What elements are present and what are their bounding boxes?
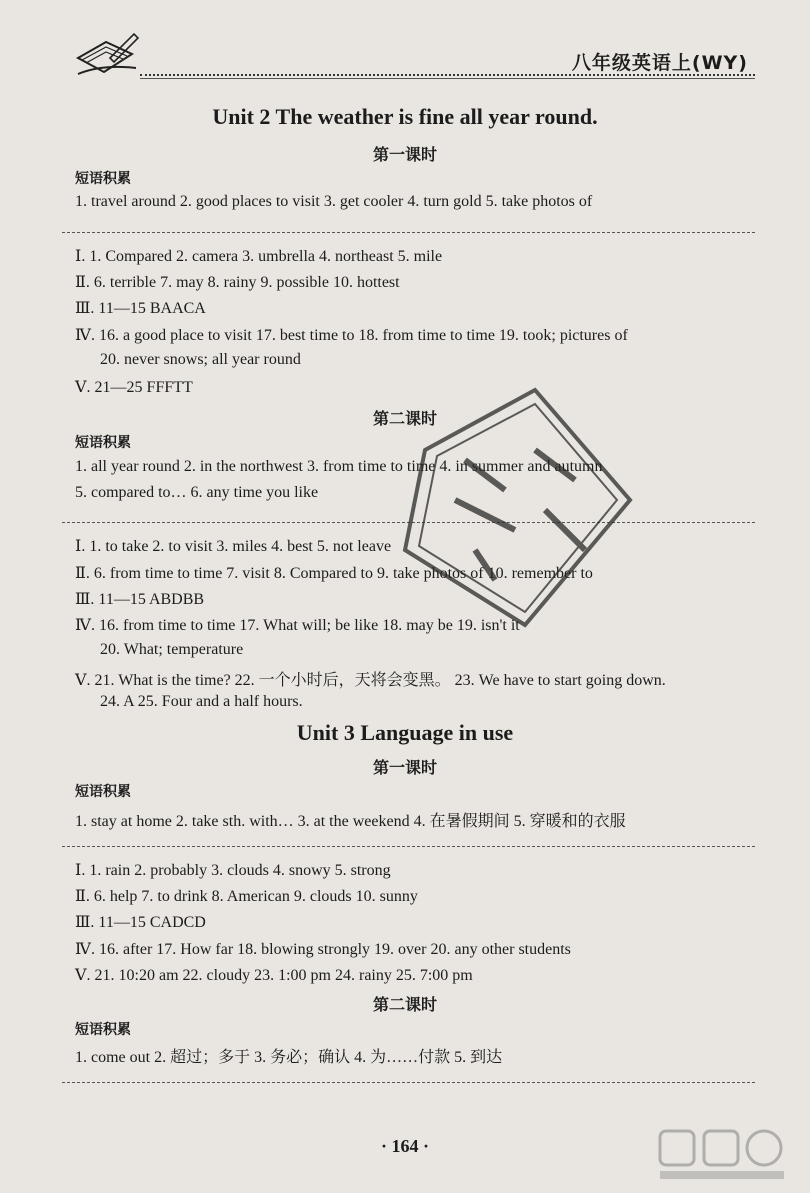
header-title: 八年级英语上(WY) bbox=[571, 52, 748, 74]
header-divider bbox=[140, 74, 755, 76]
answer-line: Ⅴ. 21. What is the time? 22. 一个小时后，天将会变黑。 23. We have to start going down. bbox=[75, 672, 666, 689]
answer-line: 24. A 25. Four and a half hours. bbox=[100, 693, 303, 710]
unit3-lesson2-title: 第二课时 bbox=[372, 995, 437, 1014]
answer-line: Ⅲ. 11—15 CADCD bbox=[75, 914, 206, 931]
answer-line: Ⅴ. 21. 10:20 am 22. cloudy 23. 1:00 pm 24. rainy 25. 7:00 pm bbox=[75, 967, 473, 984]
notebook-pencil-icon bbox=[72, 28, 142, 76]
section-divider bbox=[62, 1082, 755, 1083]
unit2-lesson2-phrases-label: 短语积累 bbox=[75, 435, 131, 451]
answer-line: Ⅱ. 6. help 7. to drink 8. American 9. clouds 10. sunny bbox=[75, 888, 418, 905]
answer-line: Ⅳ. 16. from time to time 17. What will; be like 18. may be 19. isn't it bbox=[75, 617, 520, 634]
answer-line: Ⅲ. 11—15 BAACA bbox=[75, 300, 206, 317]
answer-line: Ⅰ. 1. Compared 2. camera 3. umbrella 4. northeast 5. mile bbox=[75, 248, 443, 265]
answer-line: Ⅲ. 11—15 ABDBB bbox=[75, 591, 205, 608]
unit2-title: Unit 2 The weather is fine all year round. bbox=[212, 104, 598, 129]
unit2-lesson2-title: 第二课时 bbox=[372, 409, 437, 428]
page-number: · 164 · bbox=[380, 1136, 429, 1156]
section-divider bbox=[62, 232, 755, 233]
header-divider-solid bbox=[140, 78, 755, 79]
unit2-lesson1-title: 第一课时 bbox=[372, 145, 437, 164]
watermark-logo-icon bbox=[652, 1125, 792, 1185]
unit3-title: Unit 3 Language in use bbox=[296, 720, 514, 745]
answer-line: Ⅰ. 1. rain 2. probably 3. clouds 4. snowy 5. strong bbox=[75, 862, 391, 879]
answer-line: Ⅴ. 21—25 FFFTT bbox=[75, 379, 193, 396]
unit2-lesson1-phrases-label: 短语积累 bbox=[75, 171, 131, 187]
unit3-lesson1-phrases-label: 短语积累 bbox=[75, 784, 131, 800]
answer-line: 20. never snows; all year round bbox=[100, 351, 301, 368]
unit2-lesson2-phrases: 1. all year round 2. in the northwest 3. from time to time 4. in summer and autumn bbox=[75, 458, 603, 475]
answer-line: Ⅱ. 6. terrible 7. may 8. rainy 9. possible 10. hottest bbox=[75, 274, 400, 291]
unit3-lesson1-title: 第一课时 bbox=[372, 758, 437, 777]
stamp-seal-icon bbox=[385, 380, 645, 640]
unit3-lesson2-phrases: 1. come out 2. 超过；多于 3. 务必；确认 4. 为……付款 5. 到达 bbox=[75, 1049, 503, 1066]
unit2-lesson1-phrases: 1. travel around 2. good places to visit 3. get cooler 4. turn gold 5. take photos of bbox=[75, 193, 593, 210]
section-divider bbox=[62, 846, 755, 847]
answer-line: Ⅳ. 16. a good place to visit 17. best time to 18. from time to time 19. took; pictures of bbox=[75, 327, 628, 344]
unit3-lesson1-phrases: 1. stay at home 2. take sth. with… 3. at the weekend 4. 在暑假期间 5. 穿暖和的衣服 bbox=[75, 813, 626, 830]
answer-line: Ⅰ. 1. to take 2. to visit 3. miles 4. best 5. not leave bbox=[75, 538, 392, 555]
answer-line: 20. What; temperature bbox=[100, 641, 244, 658]
answer-line: Ⅳ. 16. after 17. How far 18. blowing strongly 19. over 20. any other students bbox=[75, 941, 571, 958]
unit2-lesson2-phrases: 5. compared to… 6. any time you like bbox=[75, 484, 319, 501]
unit3-lesson2-phrases-label: 短语积累 bbox=[75, 1022, 131, 1038]
answer-line: Ⅱ. 6. from time to time 7. visit 8. Compared to 9. take photos of 10. remember to bbox=[75, 565, 593, 582]
